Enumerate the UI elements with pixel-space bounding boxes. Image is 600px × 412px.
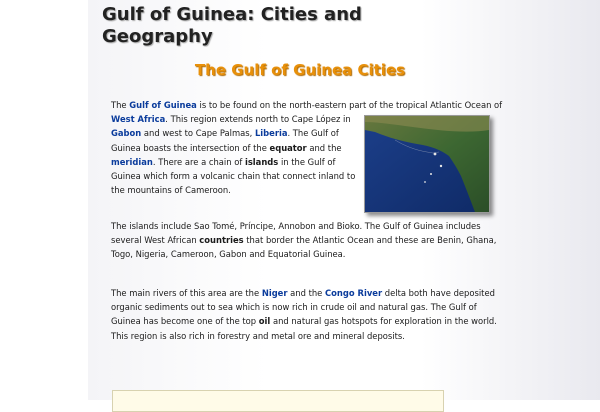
intro-paragraph [111, 98, 503, 197]
equator-term: equator [269, 142, 307, 153]
text: The [111, 100, 130, 110]
section-heading [0, 61, 600, 79]
meridian-link[interactable]: meridian [111, 156, 153, 167]
oil-term: oil [258, 316, 271, 327]
text: is to be found on the north-eastern part of the tropical Atlantic Ocean of [196, 100, 503, 110]
satellite-map-graphic [365, 116, 489, 212]
gulf-map-image [364, 115, 490, 213]
text: delta both have deposited organic sediments out to sea which is now rich in crude oil and natural gas. The Gulf of Guinea has become one of the top [111, 288, 495, 327]
bottom-panel [112, 390, 444, 412]
text: and the [306, 142, 342, 153]
text: The islands include Sao Tomé, Príncipe, Annobon and Bioko. The Gulf of Guinea includes several West African [111, 221, 481, 246]
text: The main rivers of this area are the [111, 288, 262, 298]
text: and west to Cape Palmas, [141, 128, 255, 139]
liberia-link[interactable]: Liberia [254, 128, 288, 139]
text: . The Gulf of Guinea boasts the intersection of the [111, 128, 339, 153]
congo-river-link[interactable]: Congo River [325, 288, 383, 298]
text: . There are a chain of [152, 156, 245, 167]
section-heading-text: The Gulf of Guinea Cities [194, 61, 406, 79]
text: and the [287, 288, 325, 298]
text: that border the Atlantic Ocean and these are Benin, Ghana, Togo, Nigeria, Cameroon, Gabon and Equatorial Guinea. [111, 235, 497, 260]
islands-term: islands [244, 156, 279, 167]
intro-first-line [111, 98, 501, 112]
west-africa-link[interactable]: West Africa [111, 114, 166, 125]
niger-link[interactable]: Niger [261, 288, 288, 298]
gabon-link[interactable]: Gabon [111, 128, 142, 139]
text: . This region extends north to Cape López in [165, 114, 351, 125]
page-title: Gulf of Guinea: Cities and Geography [102, 4, 362, 47]
islands-paragraph [111, 219, 501, 262]
countries-term: countries [199, 235, 244, 246]
gulf-of-guinea-link[interactable]: Gulf of Guinea [129, 100, 197, 110]
rivers-paragraph [111, 286, 501, 343]
text: in the Gulf of Guinea which form a volcanic chain that connect inland to the mountains of Cameroon. [111, 156, 356, 196]
text: and natural gas hotspots for exploration in the world. This region is also rich in forestry and metal ore and mineral deposits. [111, 316, 497, 341]
